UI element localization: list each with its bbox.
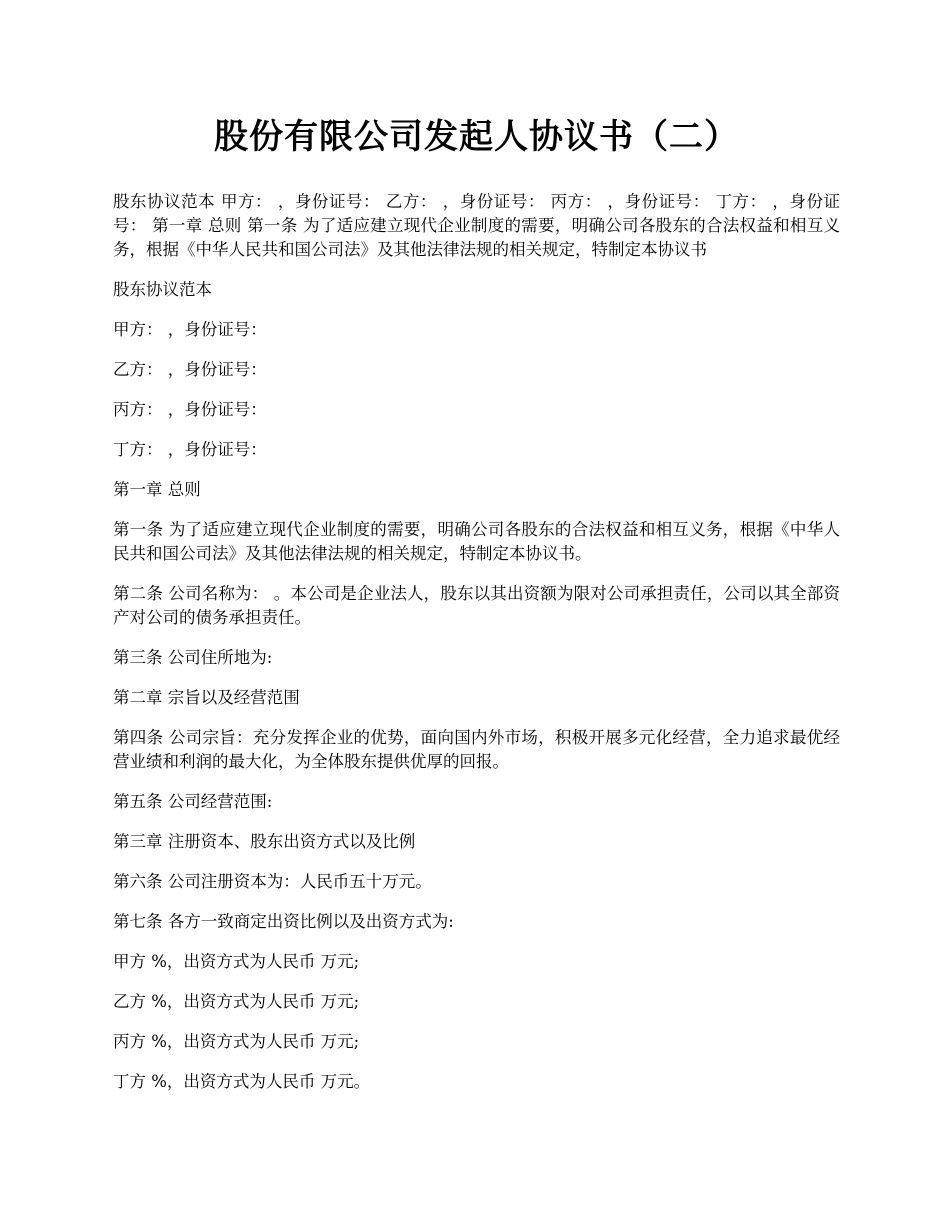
article-4-paragraph: 第四条 公司宗旨：充分发挥企业的优势，面向国内外市场，积极开展多元化经营，全力追求最优经营业绩和利润的最大化，为全体股东提供优厚的回报。 xyxy=(113,728,840,771)
intro-summary-paragraph: 股东协议范本 甲方： ，身份证号： 乙方： ，身份证号： 丙方： ，身份证号： 丁方： ，身份证号： 第一章 总则 第一条 为了适应建立现代企业制度的需要，明确公司各股东的合法权益和相互义务，根据《中华人民共和国公司法》及其他法律法规的相关规定，特制定本协议书 xyxy=(113,192,840,259)
party-c-line: 丙方： ，身份证号： xyxy=(113,400,267,419)
party-a-line: 甲方： ，身份证号： xyxy=(113,320,267,339)
article-1-paragraph: 第一条 为了适应建立现代企业制度的需要，明确公司各股东的合法权益和相互义务，根据《中华人民共和国公司法》及其他法律法规的相关规定，特制定本协议书。 xyxy=(113,520,840,563)
document-title: 股份有限公司发起人协议书（二） xyxy=(214,117,739,157)
document-body xyxy=(113,190,840,1094)
article-5-paragraph: 第五条 公司经营范围: xyxy=(113,792,273,811)
party-d-line: 丁方： ，身份证号： xyxy=(113,440,267,459)
party-c-contribution-line: 丙方 %，出资方式为人民币 万元; xyxy=(113,1032,360,1051)
party-d-contribution-line: 丁方 %，出资方式为人民币 万元。 xyxy=(113,1072,371,1091)
agreement-template-heading: 股东协议范本 xyxy=(113,280,212,299)
article-7-paragraph: 第七条 各方一致商定出资比例以及出资方式为: xyxy=(113,912,454,931)
chapter-2-heading: 第二章 宗旨以及经营范围 xyxy=(113,688,300,707)
party-a-contribution-line: 甲方 %，出资方式为人民币 万元; xyxy=(113,952,360,971)
chapter-3-heading: 第三章 注册资本、股东出资方式以及比例 xyxy=(113,832,416,851)
party-b-contribution-line: 乙方 %，出资方式为人民币 万元; xyxy=(113,992,360,1011)
party-b-line: 乙方： ，身份证号： xyxy=(113,360,267,379)
chapter-1-heading: 第一章 总则 xyxy=(113,480,201,499)
article-2-paragraph: 第二条 公司名称为： 。本公司是企业法人，股东以其出资额为限对公司承担责任，公司以其全部资产对公司的债务承担责任。 xyxy=(113,584,840,627)
article-3-paragraph: 第三条 公司住所地为: xyxy=(113,648,273,667)
article-6-paragraph: 第六条 公司注册资本为：人民币五十万元。 xyxy=(113,872,432,891)
